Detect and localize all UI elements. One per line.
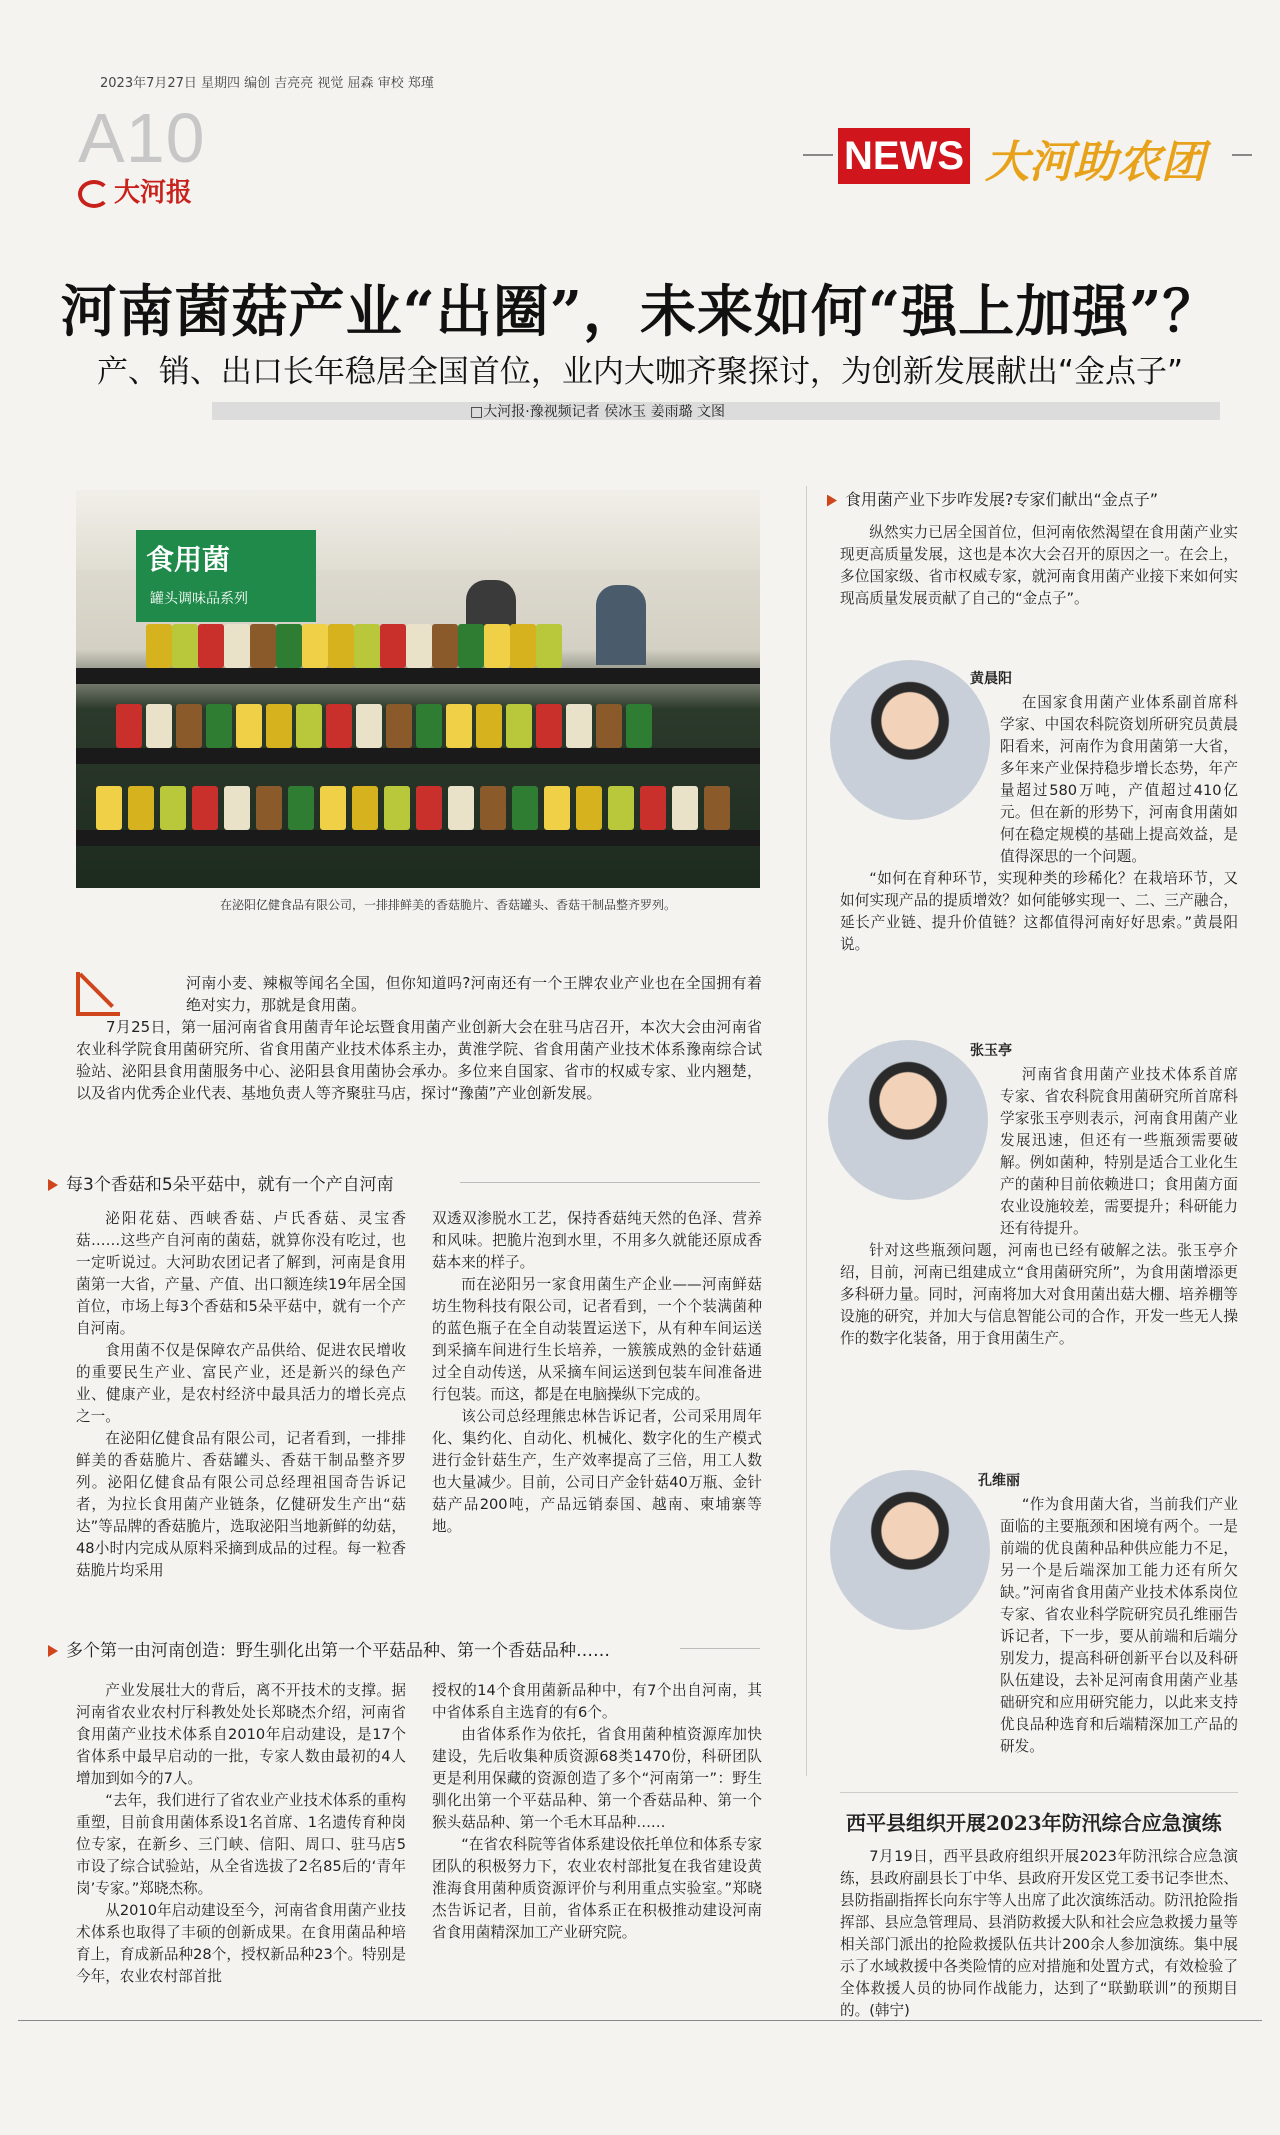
product-can [380, 624, 406, 668]
product-can [276, 624, 302, 668]
paragraph: 而在泌阳另一家食用菌生产企业——河南鲜菇坊生物科技有限公司，记者看到，一个个装满菌种的蓝色瓶子在全自动装置运送下，从有种车间运送到采摘车间进行生长培养，一簇簇成熟的金针菇通过全自动传送，从采摘车间运送到包装车间准备进行包装。而这，都是在电脑操纵下完成的。 [432, 1276, 762, 1403]
paragraph: 在泌阳亿健食品有限公司，记者看到，一排排鲜美的香菇脆片、香菇罐头、香菇干制品整齐罗列。泌阳亿健食品有限公司总经理祖国奇告诉记者，为拉长食用菌产业链条，亿健研发生产出“菇达”等品牌的香菇脆片，选取泌阳当地新鲜的幼菇，48小时内完成从原料采摘到成品的过程。每一粒香菇脆片均采用 [76, 1430, 406, 1579]
photo-sign-sub: 罐头调味品系列 [150, 591, 248, 607]
product-can [176, 704, 202, 748]
expert3-name: 孔维丽 [978, 1473, 1020, 1489]
product-can [640, 786, 666, 830]
newspaper-logo [78, 172, 192, 209]
section-marker-icon [827, 495, 837, 507]
intro-paragraph: 7月25日，第一届河南省食用菌青年论坛暨食用菌产业创新大会在驻马店召开，本次大会由河南省农业科学院食用菌研究所、省食用菌产业技术体系主办，黄淮学院、省食用菌产业技术体系豫南综合试验站、泌阳县食用菌服务中心、泌阳县食用菌协会承办。多位来自国家、省市的权威专家、业内翘楚，以及省内优秀企业代表、基地负责人等齐聚驻马店，探讨“豫菌”产业创新发展。 [76, 1018, 762, 1102]
photo-sign [136, 530, 316, 622]
divider [460, 1182, 760, 1183]
product-can [354, 624, 380, 668]
product-can [352, 786, 378, 830]
photo-caption: 在泌阳亿健食品有限公司，一排排鲜美的香菇脆片、香菇罐头、香菇干制品整齐罗列。 [220, 898, 677, 912]
product-can [320, 786, 346, 830]
newspaper-logo-text: 大河报 [114, 178, 193, 208]
experts-title [827, 487, 1158, 510]
product-can [160, 786, 186, 830]
product-can [406, 624, 432, 668]
product-can [608, 786, 634, 830]
logo-swirl-icon [78, 180, 110, 208]
product-can [146, 704, 172, 748]
product-can [250, 624, 276, 668]
product-can [416, 704, 442, 748]
paragraph: 在国家食用菌产业体系副首席科学家、中国农科院资划所研究员黄晨阳看来，河南作为食用菌第一大省，多年来产业保持稳步增长态势，年产量超过580万吨，产值超过410亿元。但在新的形势下，河南食用菌如何在稳定规模的基础上提高效益，是值得深思的一个问题。 [1000, 694, 1238, 865]
product-can [192, 786, 218, 830]
product-can [198, 624, 224, 668]
product-can [510, 624, 536, 668]
paragraph: “作为食用菌大省，当前我们产业面临的主要瓶颈和困境有两个。一是前端的优良菌种品种供应能力不足，另一个是后端深加工能力还有所欠缺。”河南省食用菌产业技术体系岗位专家、省农业科学院研究员孔维丽告诉记者，下一步，要从前端和后端分别发力，提高科研创新平台以及科研队伍建设，去补足河南食用菌产业基础研究和应用研究能力，以此来支持优良品种选育和后端精深加工产品的研发。 [1000, 1496, 1238, 1755]
sidebar-news-title: 西平县组织开展2023年防汛综合应急演练 [846, 1811, 1222, 1835]
divider [803, 154, 833, 156]
product-can [96, 786, 122, 830]
section-marker-icon [48, 1645, 58, 1657]
section2-column-1 [76, 1680, 406, 1988]
product-can [536, 704, 562, 748]
product-can [672, 786, 698, 830]
paragraph: 7月19日，西平县政府组织开展2023年防汛综合应急演练，县政府副县长丁中华、县政府开发区党工委书记李世杰、县防指副指挥长向东宇等人出席了此次演练活动。防汛抢险指挥部、县应急管理局、县消防救援大队和社会应急救援力量等相关部门派出的抢险救援队伍共计200余人参加演练。集中展示了水域救援中各类险情的应对措施和处置方式，有效检验了全体救援人员的协同作战能力，达到了“联勤联训”的预期目的。(韩宁) [840, 1848, 1238, 2019]
column-divider [806, 486, 807, 1776]
paragraph: “如何在育种环节，实现种类的珍稀化？在栽培环节，又如何实现产品的提质增效？如何能够实现一、二、三产融合，延长产业链、提升价值链？这都值得河南好好思索。”黄晨阳说。 [840, 870, 1238, 953]
product-can [146, 624, 172, 668]
product-can [506, 704, 532, 748]
shelf [76, 748, 760, 764]
product-can [432, 624, 458, 668]
paragraph: “在省农科院等省体系建设依托单位和体系专家团队的积极努力下，农业农村部批复在我省建设黄淮海食用菌种质资源评价与利用重点实验室。”郑晓杰告诉记者，目前，省体系正在积极推动建设河南省食用菌精深加工产业研究院。 [432, 1836, 762, 1941]
byline: □大河报·豫视频记者 侯冰玉 姜雨璐 文图 [470, 404, 726, 420]
section2-title [48, 1636, 610, 1661]
product-can [266, 704, 292, 748]
product-can [576, 786, 602, 830]
paragraph: 由省体系作为依托，省食用菌种植资源库加快建设，先后收集种质资源68类1470份，科研团队更是利用保藏的资源创造了多个“河南第一”：野生驯化出第一个平菇品种、第一个香菇品种、第一个猴头菇品种、第一个毛木耳品种…… [432, 1726, 762, 1831]
section1-column-2 [432, 1208, 762, 1538]
news-badge: NEWS [838, 128, 970, 184]
paragraph: 双透双渗脱水工艺，保持香菇纯天然的色泽、营养和风味。把脆片泡到水里，不用多久就能还原成香菇本来的样子。 [432, 1210, 762, 1271]
product-can [128, 786, 154, 830]
section1-title [48, 1170, 394, 1195]
product-can [206, 704, 232, 748]
divider [1232, 154, 1252, 156]
paragraph: 该公司总经理熊忠林告诉记者，公司采用周年化、集约化、自动化、机械化、数字化的生产模式进行金针菇生产，生产效率提高了三倍，用工人数也大量减少。目前，公司日产金针菇40万瓶、金针菇产品200吨，产品远销泰国、越南、柬埔寨等地。 [432, 1408, 762, 1535]
product-can [512, 786, 538, 830]
section2-title-text: 多个第一由河南创造：野生驯化出第一个平菇品种、第一个香菇品种…… [66, 1641, 610, 1661]
expert2-text [840, 1064, 1238, 1350]
product-can [224, 786, 250, 830]
divider [680, 1648, 760, 1649]
paragraph: 产业发展壮大的背后，离不开技术的支撑。据河南省农业农村厅科教处处长郑晓杰介绍，河南省食用菌产业技术体系自2010年启动建设，是17个省体系中最早启动的一批，专家人数由最初的4人增加到如今的7人。 [76, 1682, 406, 1787]
product-can [288, 786, 314, 830]
product-can [596, 704, 622, 748]
product-can [480, 786, 506, 830]
expert1-name: 黄晨阳 [970, 671, 1012, 687]
product-can [236, 704, 262, 748]
product-can [256, 786, 282, 830]
experts-intro [840, 522, 1238, 610]
subheadline: 产、销、出口长年稳居全国首位，业内大咖齐聚探讨，为创新发展献出“金点子” [96, 354, 1184, 390]
paragraph: 授权的14个食用菌新品种中，有7个出自河南，其中省体系自主选育的有6个。 [432, 1682, 762, 1721]
expert3-text [840, 1494, 1238, 1758]
intro-paragraph: 河南小麦、辣椒等闻名全国，但你知道吗?河南还有一个王牌农业产业也在全国拥有着绝对实力，那就是食用菌。 [186, 974, 762, 1014]
product-can [448, 786, 474, 830]
section-marker-icon [48, 1179, 58, 1191]
paragraph: 针对这些瓶颈问题，河南也已经有破解之法。张玉亭介绍，目前，河南已组建成立“食用菌研究所”，为食用菌增添更多科研力量。同时，河南将加大对食用菌出菇大棚、培养棚等设施的研究，并加大与信息智能公司的合作，开发一些无人操作的数字化装备，用于食用菌生产。 [840, 1242, 1238, 1347]
paragraph: 泌阳花菇、西峡香菇、卢氏香菇、灵宝香菇……这些产自河南的菌菇，就算你没有吃过，也一定听说过。大河助农团记者了解到，河南是食用菌第一大省，产量、产值、出口额连续19年居全国首位，市场上每3个香菇和5朵平菇中，就有一个产自河南。 [76, 1210, 406, 1337]
product-can [458, 624, 484, 668]
divider [840, 1792, 1238, 1793]
product-shelf-photo [76, 490, 760, 888]
bottom-rule [18, 2020, 1262, 2021]
photo-sign-main: 食用菌 [146, 543, 231, 576]
paragraph: “去年，我们进行了省农业产业技术体系的重构重塑，目前食用菌体系设1名首席、1名遗传育种岗位专家，在新乡、三门峡、信阳、周口、驻马店5市设了综合试验站，从全省选拔了2名85后的‘青年岗’专家。”郑晓杰称。 [76, 1792, 406, 1897]
product-can [536, 624, 562, 668]
product-can [116, 704, 142, 748]
paragraph: 食用菌不仅是保障农产品供给、促进农民增收的重要民生产业、富民产业，还是新兴的绿色产业、健康产业，是农村经济中最具活力的增长亮点之一。 [76, 1342, 406, 1425]
product-can [416, 786, 442, 830]
product-can [224, 624, 250, 668]
paragraph: 纵然实力已居全国首位，但河南依然渴望在食用菌产业实现更高质量发展，这也是本次大会召开的原因之一。在会上，多位国家级、省市权威专家，就河南食用菌产业接下来如何实现高质量发展贡献了自己的“金点子”。 [840, 524, 1238, 607]
product-can [172, 624, 198, 668]
product-can [328, 624, 354, 668]
shelf [76, 668, 760, 684]
date-editor-line: 2023年7月27日 星期四 编创 吉亮亮 视觉 屈森 审校 郑瑾 [100, 76, 434, 91]
product-can [384, 786, 410, 830]
expert2-name: 张玉亭 [970, 1043, 1012, 1059]
product-can [296, 704, 322, 748]
section1-title-text: 每3个香菇和5朵平菇中，就有一个产自河南 [66, 1175, 394, 1195]
product-can [326, 704, 352, 748]
photo-person [596, 585, 646, 665]
paragraph: 从2010年启动建设至今，河南省食用菌产业技术体系也取得了丰硕的创新成果。在食用菌品种培育上，育成新品种28个，授权新品种23个。特别是今年，农业农村部首批 [76, 1902, 406, 1985]
product-can [446, 704, 472, 748]
sidebar-news-body [840, 1846, 1238, 2022]
section2-column-2 [432, 1680, 762, 1944]
page-number: A10 [78, 99, 206, 177]
headline: 河南菌菇产业“出圈”，未来如何“强上加强”？ [60, 279, 1220, 345]
expert1-text [840, 692, 1238, 956]
intro-text [76, 972, 762, 1104]
section1-column-1 [76, 1208, 406, 1582]
product-can [484, 624, 510, 668]
product-can [566, 704, 592, 748]
column-name: 大河助农团 [985, 137, 1205, 188]
product-can [476, 704, 502, 748]
shelf [76, 830, 760, 846]
paragraph: 河南省食用菌产业技术体系首席专家、省农科院食用菌研究所首席科学家张玉亭则表示，河南食用菌产业发展迅速，但还有一些瓶颈需要破解。例如菌种，特别是适合工业化生产的菌种目前依赖进口；食用菌方面农业设施较差，需要提升；科研能力还有待提升。 [1000, 1066, 1238, 1237]
product-can [302, 624, 328, 668]
product-can [544, 786, 570, 830]
product-can [386, 704, 412, 748]
product-can [704, 786, 730, 830]
product-can [356, 704, 382, 748]
product-can [626, 704, 652, 748]
experts-title-text: 食用菌产业下步咋发展?专家们献出“金点子” [845, 490, 1159, 509]
